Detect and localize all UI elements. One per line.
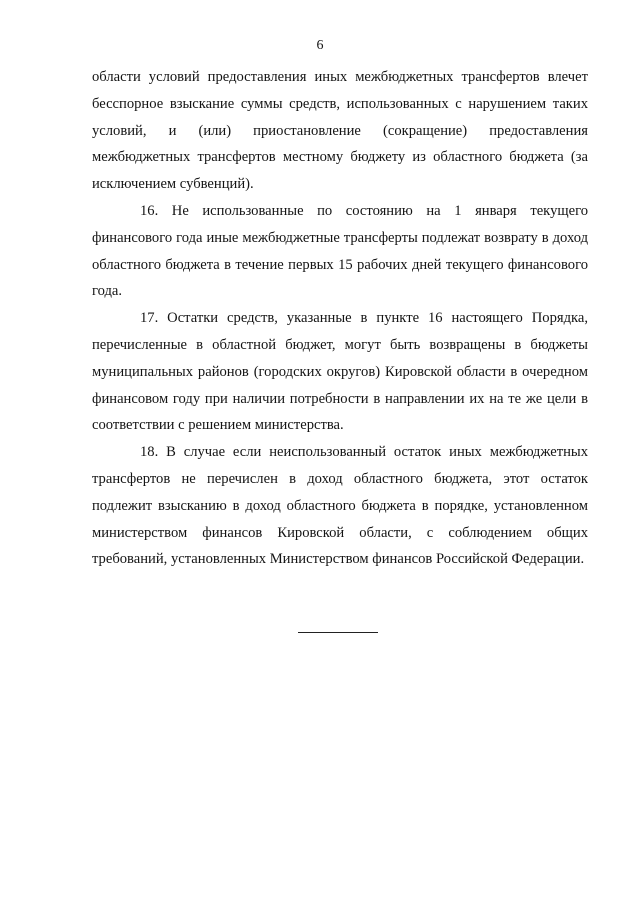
end-divider xyxy=(298,632,378,633)
paragraph-17: 17. Остатки средств, указанные в пункте 16 настоящего Порядка, перечисленные в областной бюджет, могут быть возвращены в бюджеты муниципальных районов (городских округов) Кировской области в очередном финансовом году при наличии потребности в направлении их на те же цели в соответствии с решением министерства. xyxy=(92,310,588,434)
paragraph-continuation: области условий предоставления иных межбюджетных трансфертов влечет бесспорное взыскание суммы средств, использованных с нарушением таких условий, и (или) приостановление (сокращение) предоставления межбюджетных трансфертов местному бюджету из областного бюджета (за исключением субвенций). xyxy=(92,69,588,193)
paragraph-18: 18. В случае если неиспользованный остаток иных межбюджетных трансфертов не перечислен в доход областного бюджета, этот остаток подлежит взысканию в доход областного бюджета в порядке, установленном министерством финансов Кировской области, с соблюдением общих требований, установленных Министерством финансов Российской Федерации. xyxy=(92,444,588,568)
paragraph-16: 16. Не использованные по состоянию на 1 января текущего финансового года иные межбюджетные трансферты подлежат возврату в доход областного бюджета в течение первых 15 рабочих дней текущего финансового года. xyxy=(92,202,588,300)
page-number: 6 xyxy=(316,38,324,53)
document-body xyxy=(92,64,588,573)
